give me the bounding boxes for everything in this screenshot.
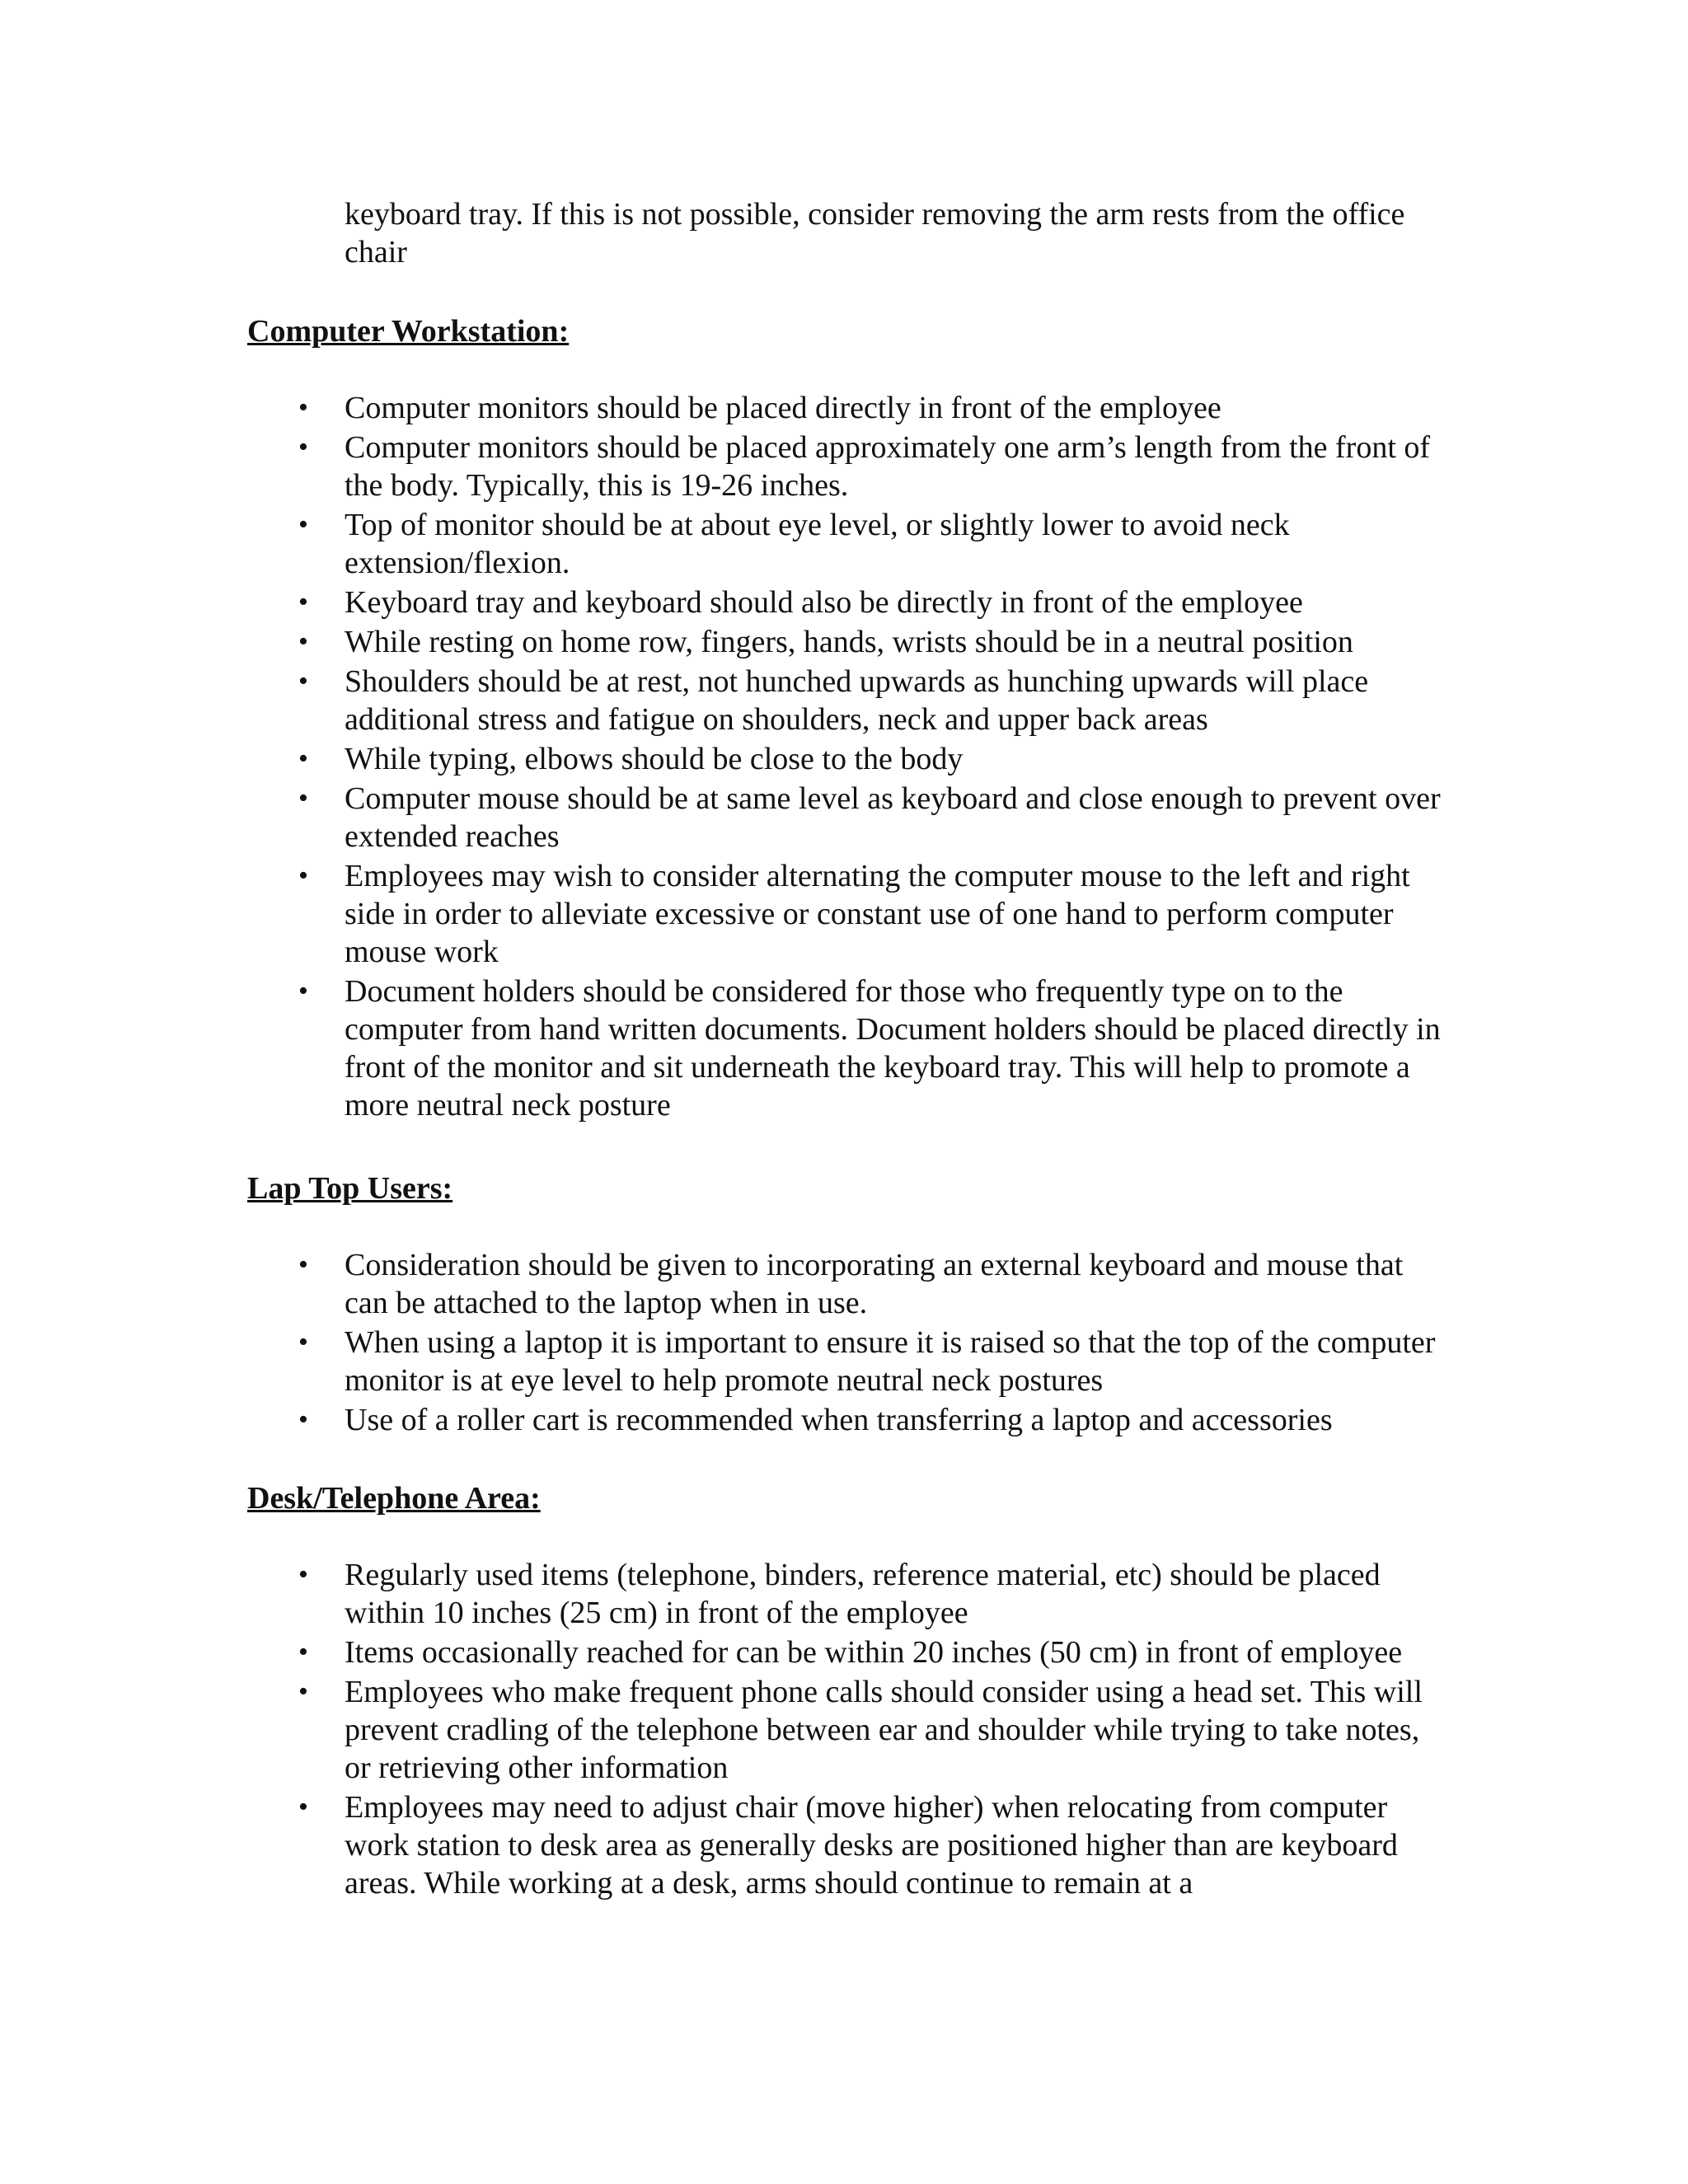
bullet-icon: • <box>298 1249 308 1280</box>
list-item-text: Computer mouse should be at same level as keyboard and close enough to prevent over extended reaches <box>345 781 1441 854</box>
list-item-text: Regularly used items (telephone, binders, reference material, etc) should be placed within 10 inches (25 cm) in front of the employee <box>345 1558 1381 1630</box>
list-item <box>247 663 1451 738</box>
bullet-icon: • <box>298 1559 308 1590</box>
continuation-paragraph: keyboard tray. If this is not possible, consider removing the arm rests from the office chair <box>345 197 1405 269</box>
list-item <box>247 1401 1451 1439</box>
heading-desk-telephone-area: Desk/Telephone Area: <box>247 1481 541 1516</box>
list-lap-top-users <box>247 1246 1451 1441</box>
list-item-text: Shoulders should be at rest, not hunched upwards as hunching upwards will place additional stress and fatigue on shoulders, neck and upper back areas <box>345 664 1369 737</box>
list-item-text: Computer monitors should be placed approximately one arm’s length from the front of the body. Typically, this is 19-26 inches. <box>345 430 1431 503</box>
bullet-icon: • <box>298 783 308 813</box>
list-item-text: Document holders should be considered for those who frequently type on to the computer from hand written documents. Document holders should be placed directly in front of the monitor and sit underneath the keyboard tray. This will help to promote a more neutral neck posture <box>345 974 1441 1122</box>
list-item <box>247 583 1451 621</box>
list-item <box>247 1324 1451 1399</box>
list-item-text: When using a laptop it is important to ensure it is raised so that the top of the computer monitor is at eye level to help promote neutral neck postures <box>345 1325 1436 1398</box>
list-item-text: Consideration should be given to incorporating an external keyboard and mouse that can be attached to the laptop when in use. <box>345 1248 1404 1320</box>
list-item-text: Computer monitors should be placed directly in front of the employee <box>345 391 1221 425</box>
bullet-icon: • <box>298 392 308 423</box>
list-item <box>247 1673 1451 1787</box>
list-item <box>247 780 1451 855</box>
list-item <box>247 972 1451 1124</box>
list-item-text: While typing, elbows should be close to the body <box>345 742 964 776</box>
bullet-icon: • <box>298 1404 308 1435</box>
list-item <box>247 429 1451 504</box>
bullet-icon: • <box>298 666 308 696</box>
list-item-text: Use of a roller cart is recommended when transferring a laptop and accessories <box>345 1403 1333 1437</box>
list-item <box>247 1246 1451 1322</box>
list-item <box>247 740 1451 778</box>
bullet-icon: • <box>298 860 308 891</box>
list-desk-telephone-area <box>247 1556 1451 1904</box>
bullet-icon: • <box>298 1676 308 1707</box>
bullet-icon: • <box>298 587 308 617</box>
list-computer-workstation <box>247 389 1451 1126</box>
list-item-text: Items occasionally reached for can be within 20 inches (50 cm) in front of employee <box>345 1635 1403 1670</box>
list-item <box>247 1788 1451 1902</box>
bullet-icon: • <box>298 626 308 657</box>
bullet-icon: • <box>298 1792 308 1822</box>
bullet-icon: • <box>298 743 308 774</box>
bullet-icon: • <box>298 432 308 462</box>
list-item <box>247 623 1451 661</box>
bullet-icon: • <box>298 509 308 540</box>
bullet-icon: • <box>298 976 308 1006</box>
list-item <box>247 389 1451 427</box>
heading-lap-top-users: Lap Top Users: <box>247 1171 453 1206</box>
heading-computer-workstation: Computer Workstation: <box>247 314 570 349</box>
list-item-text: Top of monitor should be at about eye level, or slightly lower to avoid neck extension/flexion. <box>345 508 1290 580</box>
list-item-text: Employees may wish to consider alternating the computer mouse to the left and right side in order to alleviate excessive or constant use of one hand to perform computer mouse work <box>345 859 1410 969</box>
list-item <box>247 857 1451 971</box>
list-item-text: Keyboard tray and keyboard should also be directly in front of the employee <box>345 585 1303 620</box>
list-item-text: While resting on home row, fingers, hands, wrists should be in a neutral position <box>345 625 1353 659</box>
bullet-icon: • <box>298 1327 308 1357</box>
list-item <box>247 506 1451 582</box>
list-item <box>247 1633 1451 1671</box>
bullet-icon: • <box>298 1637 308 1667</box>
list-item <box>247 1556 1451 1632</box>
list-item-text: Employees may need to adjust chair (move higher) when relocating from computer work station to desk area as generally desks are positioned higher than are keyboard areas. While working at a desk, arms should continue to remain at a <box>345 1790 1398 1900</box>
list-item-text: Employees who make frequent phone calls should consider using a head set. This will prevent cradling of the telephone between ear and shoulder while trying to take notes, or retrieving other information <box>345 1675 1423 1785</box>
